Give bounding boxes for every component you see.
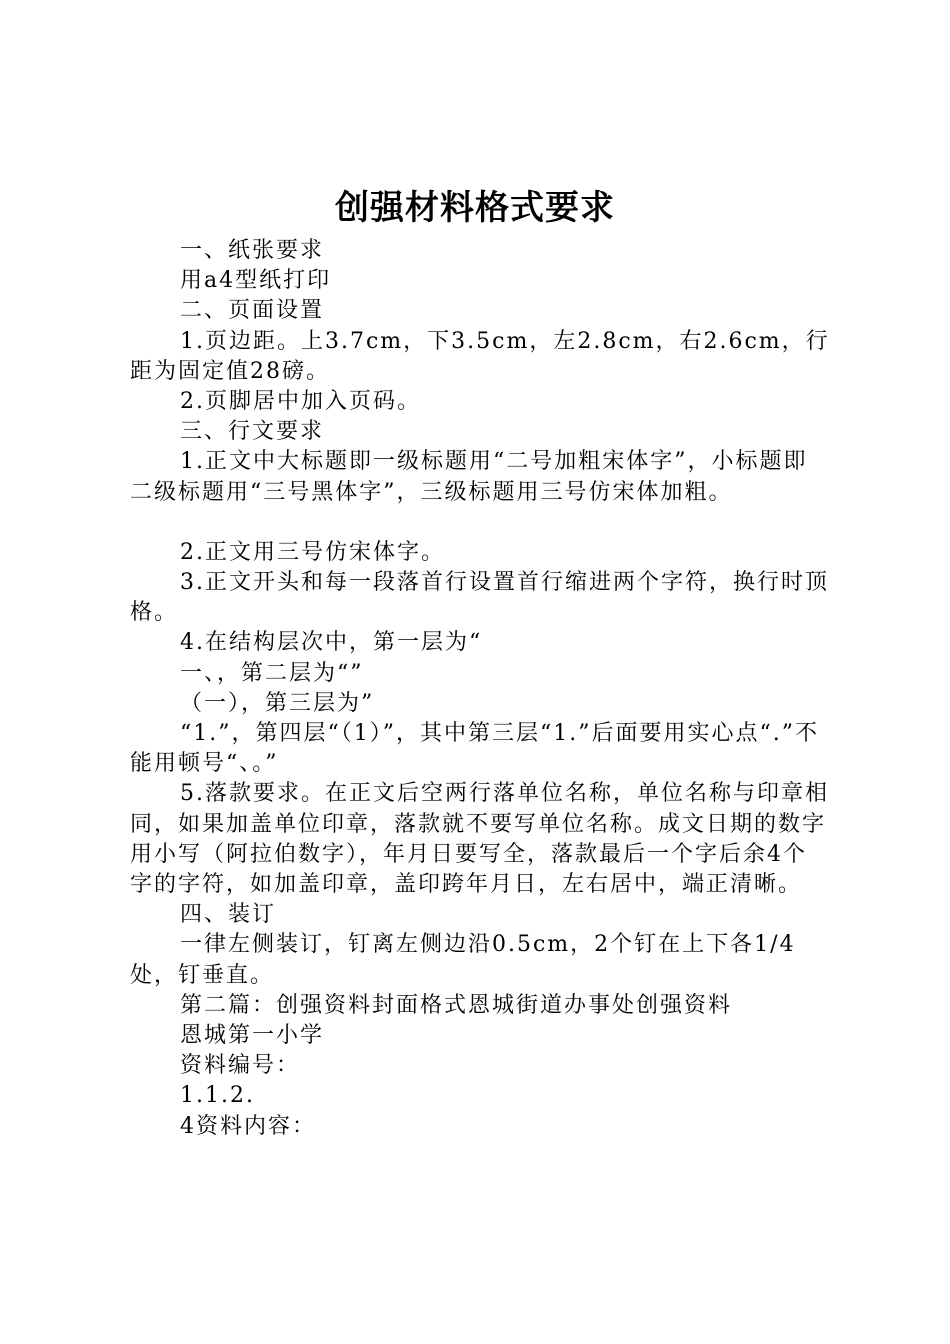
- paragraph-paper-requirement: 用a4型纸打印: [180, 268, 332, 294]
- paragraph-indent: 3.正文开头和每一段落首行设置首行缩进两个字符，换行时顶格。: [130, 570, 829, 626]
- paragraph-material-number: 资料编号：: [180, 1053, 301, 1079]
- paragraph-structure-level-3: （一），第三层为”: [180, 690, 375, 716]
- document-title: 创强材料格式要求: [335, 188, 615, 228]
- section-heading-writing: 三、行文要求: [180, 419, 325, 445]
- section-heading-page-setup: 二、页面设置: [180, 298, 325, 324]
- paragraph-structure-level-1: 4.在结构层次中，第一层为“: [180, 630, 483, 656]
- section-heading-binding: 四、装订: [180, 902, 277, 928]
- section-heading-paper: 一、纸张要求: [180, 238, 325, 263]
- paragraph-footer: 2.页脚居中加入页码。: [180, 389, 421, 415]
- paragraph-margins: 1.页边距。上3.7cm，下3.5cm，左2.8cm，右2.6cm，行距为固定值28磅。: [130, 328, 830, 384]
- paragraph-body-font: 2.正文用三号仿宋体字。: [180, 539, 445, 565]
- paragraph-structure-level-2: 一、，第二层为“”: [180, 660, 364, 686]
- paragraph-second-article: 第二篇：创强资料封面格式恩城街道办事处创强资料: [180, 992, 733, 1018]
- document-body: [130, 236, 830, 1142]
- paragraph-structure-level-4: “1.”，第四层“（1）”，其中第三层“1.”后面要用实心点“.”不能用顿号“、。”: [130, 721, 819, 777]
- paragraph-binding: 一律左侧装订，钉离左侧边沿0.5cm，2个钉在上下各1/4处，钉垂直。: [130, 932, 796, 988]
- paragraph-school-name: 恩城第一小学: [180, 1023, 325, 1049]
- paragraph-material-content: 4资料内容：: [180, 1113, 316, 1139]
- paragraph-number-value: 1.1.2.: [180, 1083, 255, 1109]
- paragraph-title-fonts: 1.正文中大标题即一级标题用“二号加粗宋体字”，小标题即二级标题用“三号黑体字”，三级标题用三号仿宋体加粗。: [130, 449, 808, 505]
- paragraph-signature: 5.落款要求。在正文后空两行落单位名称，单位名称与印章相同，如果加盖单位印章，落款就不要写单位名称。成文日期的数字用小写（阿拉伯数字），年月日要写全，落款最后一个字后余4个字的字符，如加盖印章，盖印跨年月日，左右居中，端正清晰。: [130, 781, 829, 898]
